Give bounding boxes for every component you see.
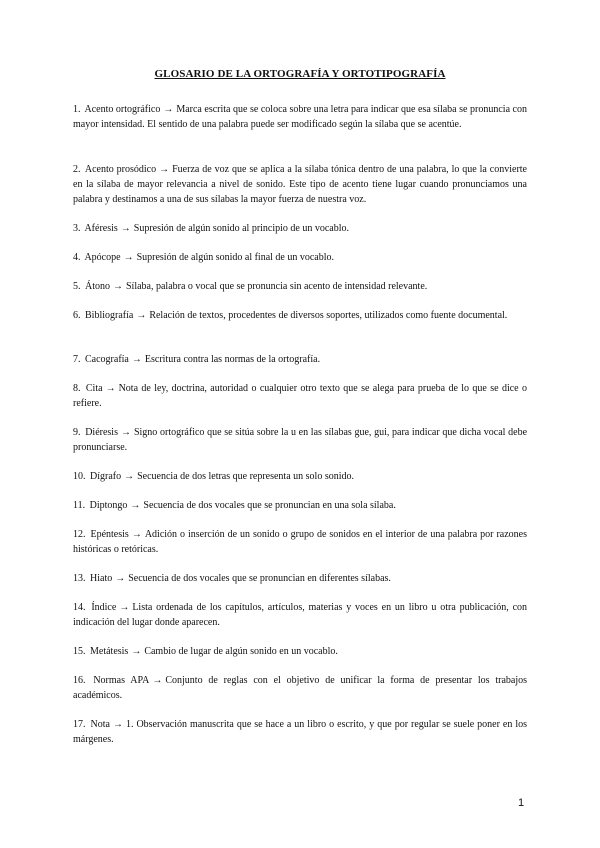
- entry-term: Aféresis: [84, 223, 118, 234]
- arrow-icon: →: [136, 310, 147, 321]
- glossary-entry: [73, 673, 527, 703]
- entry-definition: Nota de ley, doctrina, autoridad o cualquier otro texto que se alega para prueba de lo que se dice o refiere.: [73, 383, 528, 409]
- entry-term: Nota: [90, 719, 110, 730]
- entry-definition: Adición o inserción de un sonido o grupo de sonidos en el interior de una palabra por razones históricas o retóricas.: [73, 529, 527, 555]
- entry-term: Diéresis: [85, 427, 118, 438]
- entry-number: 5.: [73, 281, 81, 292]
- entry-term: Acento ortográfico: [84, 104, 161, 115]
- entry-number: 6.: [73, 310, 81, 321]
- glossary-entry: [73, 425, 527, 455]
- entry-definition: Signo ortográfico que se sitúa sobre la u en las sílabas gue, gui, para indicar que dicha vocal debe pronunciarse.: [73, 427, 528, 453]
- glossary-entry: [73, 279, 527, 294]
- entry-definition: Marca escrita que se coloca sobre una letra para indicar que esa sílaba se pronuncia con mayor intensidad. El sentido de una palabra puede ser modificado según la sílaba que se acentúe.: [73, 104, 527, 130]
- arrow-icon: →: [113, 281, 123, 292]
- glossary-entry: [73, 498, 527, 513]
- glossary-entry: [73, 308, 527, 323]
- entry-term: Diptongo: [89, 500, 128, 511]
- entry-definition: Cambio de lugar de algún sonido en un vocablo.: [144, 646, 338, 657]
- entry-term: Cacografía: [85, 354, 129, 365]
- entry-number: 15.: [73, 646, 86, 657]
- arrow-icon: →: [131, 529, 142, 540]
- entry-number: 14.: [73, 602, 86, 613]
- entry-definition: Sílaba, palabra o vocal que se pronuncia sin acento de intensidad relevante.: [126, 281, 428, 292]
- entry-number: 10.: [73, 471, 86, 482]
- document-title: GLOSARIO DE LA ORTOGRAFÍA Y ORTOTIPOGRAFÍA: [154, 68, 446, 80]
- glossary-entry: [73, 352, 527, 367]
- glossary-entry: [73, 469, 527, 484]
- entry-number: 2.: [73, 164, 81, 175]
- glossary-entry: [73, 162, 527, 207]
- entry-definition: Conjunto de reglas con el objetivo de unificar la forma de presentar los trabajos académicos.: [73, 675, 527, 701]
- glossary-entry: [73, 644, 527, 659]
- entry-number: 12.: [73, 529, 86, 540]
- entry-number: 1.: [73, 104, 81, 115]
- entry-definition: Secuencia de dos vocales que se pronuncian en diferentes sílabas.: [128, 573, 391, 584]
- arrow-icon: →: [120, 223, 131, 234]
- entry-term: Átono: [85, 281, 110, 292]
- entry-definition: Secuencia de dos vocales que se pronuncian en una sola sílaba.: [143, 500, 396, 511]
- glossary-entry: [73, 600, 527, 630]
- arrow-icon: →: [131, 354, 142, 365]
- entry-term: Bibliografía: [85, 310, 134, 321]
- glossary-entry: [73, 221, 527, 236]
- entry-definition: Secuencia de dos letras que representa un solo sonido.: [137, 471, 354, 482]
- entry-definition: Lista ordenada de los capítulos, artículos, materias y voces en un libro u otra publicación, con indicación del lugar donde aparecen.: [73, 602, 528, 628]
- glossary-entry: [73, 102, 527, 132]
- arrow-icon: →: [112, 719, 123, 730]
- arrow-icon: →: [130, 500, 141, 511]
- arrow-icon: →: [119, 602, 130, 613]
- glossary-entry: [73, 571, 527, 586]
- entry-number: 8.: [73, 383, 81, 394]
- arrow-icon: →: [159, 164, 170, 175]
- arrow-icon: →: [105, 383, 116, 394]
- entry-number: 7.: [73, 354, 81, 365]
- entry-number: 4.: [73, 252, 81, 263]
- glossary-entry: [73, 250, 527, 265]
- arrow-icon: →: [152, 675, 163, 686]
- entry-term: Acento prosódico: [84, 164, 157, 175]
- entry-definition: Relación de textos, procedentes de diversos soportes, utilizados como fuente documental.: [149, 310, 508, 321]
- entry-term: Apócope: [84, 252, 121, 263]
- page-number: 1: [518, 797, 525, 809]
- arrow-icon: →: [123, 252, 134, 263]
- glossary-entry: [73, 381, 527, 411]
- entry-definition: Escritura contra las normas de la ortografía.: [144, 354, 321, 365]
- arrow-icon: →: [124, 471, 135, 482]
- entry-term: Hiato: [90, 573, 113, 584]
- arrow-icon: →: [115, 573, 126, 584]
- entry-term: Metátesis: [90, 646, 129, 657]
- arrow-icon: →: [163, 104, 174, 115]
- entry-number: 9.: [73, 427, 81, 438]
- entry-term: Índice: [91, 602, 117, 613]
- entry-definition: Fuerza de voz que se aplica a la sílaba tónica dentro de una palabra, lo que la convierte en la sílaba de mayor relevancia a nivel de sonido. Este tipo de acento tiene lugar cuando pronunciamos una palabra y destinamos a una de sus sílabas la mayor fuerza de nuestra voz.: [73, 164, 527, 205]
- entry-number: 17.: [73, 719, 86, 730]
- entry-definition: 1. Observación manuscrita que se hace a un libro o escrito, y que por regular se suele poner en los márgenes.: [73, 719, 528, 745]
- entry-definition: Supresión de algún sonido al principio de un vocablo.: [133, 223, 350, 234]
- glossary-entry: [73, 527, 527, 557]
- entry-number: 16.: [73, 675, 86, 686]
- entry-definition: Supresión de algún sonido al final de un vocablo.: [136, 252, 335, 263]
- entry-number: 3.: [73, 223, 81, 234]
- entry-number: 13.: [73, 573, 86, 584]
- glossary-entry: [73, 717, 527, 747]
- entry-term: Normas APA: [93, 675, 150, 686]
- entry-term: Cita: [85, 383, 103, 394]
- arrow-icon: →: [120, 427, 131, 438]
- entry-number: 11.: [73, 500, 86, 511]
- entry-term: Epéntesis: [90, 529, 129, 540]
- entry-term: Dígrafo: [90, 471, 122, 482]
- arrow-icon: →: [131, 646, 142, 657]
